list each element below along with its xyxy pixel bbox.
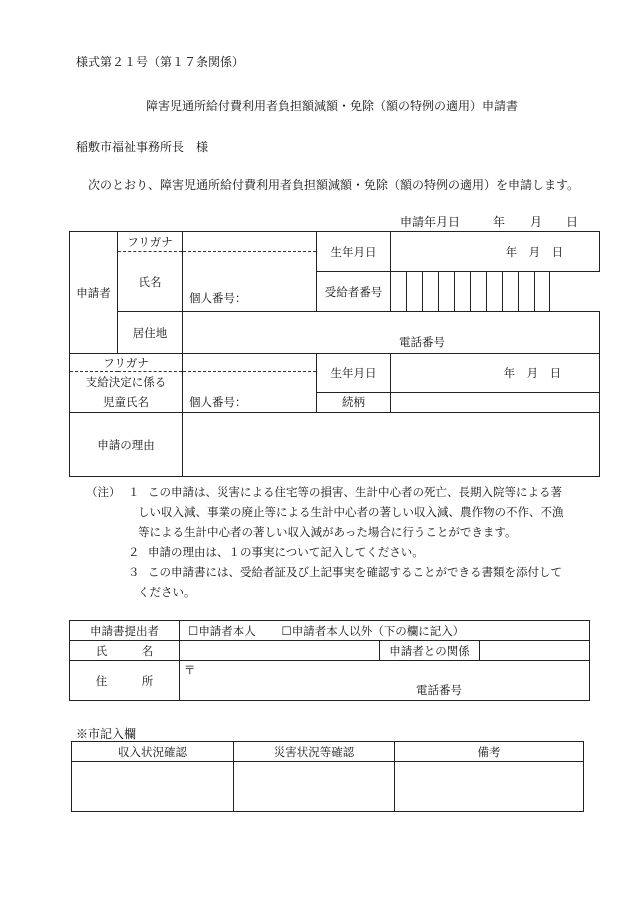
applicant-furigana-field[interactable] — [183, 232, 317, 252]
recipient-digit-7[interactable] — [487, 272, 503, 312]
submitter-table — [69, 620, 590, 701]
application-date-label: 申請年月日 — [400, 215, 461, 229]
office-col-disaster: 災害状況等確認 — [234, 742, 395, 762]
child-birth-label: 生年月日 — [317, 354, 391, 393]
addressee: 稲敷市福祉事務所長 様 — [76, 140, 209, 154]
recipient-number-label: 受給者番号 — [317, 272, 391, 312]
child-name-label — [70, 372, 183, 413]
submitter-label: 申請書提出者 — [70, 621, 180, 641]
child-furigana-label: フリガナ — [70, 354, 183, 372]
note-2-number: ２ — [128, 545, 140, 559]
recipient-digit-3[interactable] — [423, 272, 439, 312]
child-my-number-label: 個人番号： — [189, 395, 247, 409]
note-1-line3: 等による生計中心者の著しい収入減があった場合に行うことができます。 — [138, 525, 517, 539]
date-year-label: 年 — [493, 215, 506, 229]
child-birth-field[interactable]: 年 月 日 — [391, 354, 600, 393]
office-col-remarks: 備考 — [395, 742, 584, 762]
submitter-other-option[interactable] — [281, 624, 464, 638]
note-2-text: 申請の理由は、１の事実について記入してください。 — [148, 545, 424, 559]
applicant-birth-field[interactable]: 年 月 日 — [391, 232, 600, 272]
submitter-phone-label: 電話番号 — [416, 683, 462, 697]
recipient-extra-cell — [550, 272, 600, 312]
notes-heading: （注） — [86, 485, 121, 499]
office-remarks-field[interactable] — [395, 762, 584, 812]
submitter-self-label: 申請者本人 — [198, 623, 256, 638]
applicant-name-label: 氏名 — [118, 252, 183, 312]
office-use-label: ※市記入欄 — [76, 727, 137, 741]
recipient-digit-10[interactable] — [535, 272, 550, 312]
reason-field[interactable] — [183, 413, 600, 477]
residence-field[interactable] — [183, 312, 600, 354]
child-name-field[interactable] — [183, 372, 317, 413]
submitter-options — [180, 621, 590, 641]
child-furigana-field[interactable] — [183, 354, 317, 372]
applicant-section-label: 申請者 — [70, 232, 118, 354]
submitter-relation-field[interactable] — [480, 641, 590, 661]
child-name-label-line1: 支給決定に係る — [85, 375, 167, 389]
applicant-name-field[interactable] — [183, 252, 317, 312]
office-table — [71, 741, 584, 812]
submitter-self-option[interactable] — [188, 624, 256, 638]
submitter-address-label: 住 所 — [70, 661, 180, 701]
note-1-line1: この申請は、災害による住宅等の損害、生計中心者の死亡、長期入院等による著 — [148, 485, 562, 499]
note-1-line2: しい収入減、事業の廃止等による生計中心者の著しい収入減、農作物の不作、不漁 — [138, 505, 564, 519]
recipient-digit-8[interactable] — [503, 272, 519, 312]
intro-text: 次のとおり、障害児通所給付費利用者負担額減額・免除（額の特例の適用）を申請します。 — [88, 178, 580, 192]
note-1-number: １ — [128, 485, 140, 499]
applicant-birth-label: 生年月日 — [317, 232, 391, 272]
office-income-field[interactable] — [72, 762, 234, 812]
submitter-relation-label: 申請者との関係 — [380, 641, 480, 661]
recipient-digit-2[interactable] — [407, 272, 423, 312]
office-disaster-field[interactable] — [234, 762, 395, 812]
note-3-line2: ください。 — [138, 585, 196, 599]
applicant-table — [69, 231, 600, 477]
date-day-label: 日 — [566, 215, 579, 229]
applicant-my-number-label: 個人番号： — [189, 291, 247, 305]
recipient-digit-6[interactable] — [471, 272, 487, 312]
submitter-address-field[interactable] — [180, 661, 590, 701]
submitter-other-label: 申請者本人以外（下の欄に記入） — [291, 623, 465, 638]
postal-mark: 〒 — [184, 663, 196, 677]
child-name-label-line2: 児童氏名 — [103, 395, 149, 409]
reason-label: 申請の理由 — [70, 413, 183, 477]
recipient-digit-1[interactable] — [391, 272, 407, 312]
checkbox-icon[interactable]: ☐ — [281, 623, 292, 638]
residence-label: 居住地 — [118, 312, 183, 354]
submitter-name-field[interactable] — [180, 641, 380, 661]
form-number: 様式第２１号（第１７条関係） — [76, 55, 245, 69]
checkbox-icon[interactable]: ☐ — [188, 623, 199, 638]
submitter-name-label: 氏 名 — [70, 641, 180, 661]
applicant-furigana-label: フリガナ — [118, 232, 183, 252]
date-month-label: 月 — [530, 215, 543, 229]
residence-phone-label: 電話番号 — [399, 335, 445, 349]
recipient-digit-4[interactable] — [439, 272, 455, 312]
recipient-digit-5[interactable] — [455, 272, 471, 312]
form-title: 障害児通所給付費利用者負担額減額・免除（額の特例の適用）申請書 — [146, 99, 519, 113]
note-3-number: ３ — [128, 565, 140, 579]
office-col-income: 収入状況確認 — [72, 742, 234, 762]
recipient-digit-9[interactable] — [519, 272, 535, 312]
note-3-line1: この申請書には、受給者証及び上記事実を確認することができる書類を添付して — [148, 565, 562, 579]
child-relation-field[interactable] — [391, 392, 600, 413]
child-relation-label: 続柄 — [317, 392, 391, 413]
